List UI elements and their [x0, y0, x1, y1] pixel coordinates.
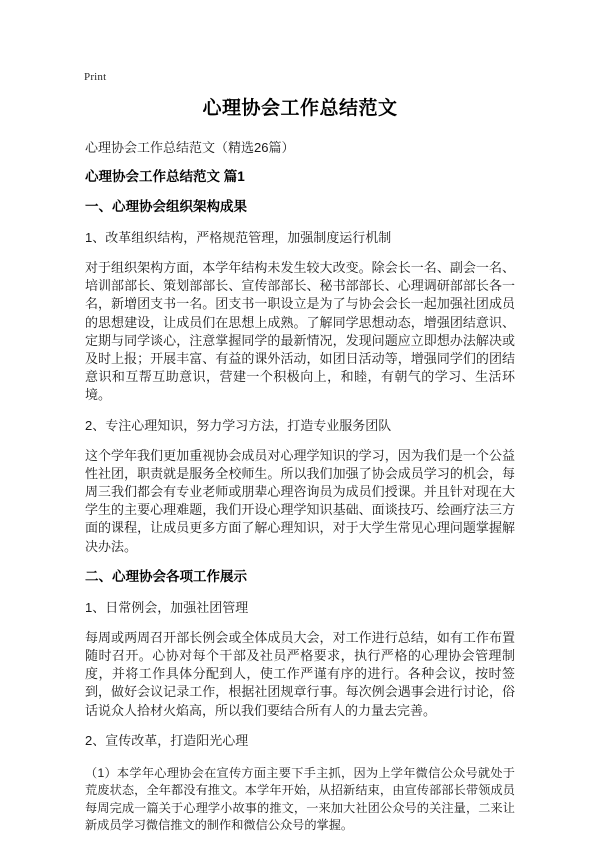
sub-heading-2-2: 2、宣传改革，打造阳光心理: [85, 732, 249, 748]
page-title: 心理协会工作总结范文: [202, 98, 398, 119]
print-label[interactable]: Print: [84, 71, 107, 83]
paragraph-1-1: 对于组织架构方面，本学年结构未发生较大改变。除会长一名、副会一名、培训部部长、策划部部长、宣传部部长、秘书部部长、心理调研部部长各一名，新增团支书一名。团支书一职设立是为了与协会会长一起加强社团成员的思想建设，让成员们在思想上成熟。了解同学思想动态，增强团结意识、定期与同学谈心，注意掌握同学的最新情况，发现问题应立即想办法解决或及时上报；开展丰富、有益的课外活动，如团日活动等，增强同学们的团结意识和互帮互助意识，营建一个积极向上，和睦，有朝气的学习、生活环境。: [85, 260, 515, 403]
paragraph-2-2: （1）本学年心理协会在宣传方面主要下手主抓，因为上学年微信公众号就处于荒废状态，全年都没有推文。本学年开始，从招新结束，由宣传部部长带领成员每周完成一篇关于心理学小故事的推文，一来加大社团公众号的关注量，二来让新成员学习微信推文的制作和微信公众号的掌握。: [85, 765, 515, 833]
section-heading-2: 二、心理协会各项工作展示: [85, 568, 247, 584]
sub-heading-2-1: 1、日常例会，加强社团管理: [85, 599, 249, 615]
piece-heading: 心理协会工作总结范文 篇1: [85, 169, 245, 184]
document-subtitle: 心理协会工作总结范文（精选26篇）: [85, 140, 295, 155]
document-content: [85, 96, 515, 845]
paragraph-2-1: 每周或两周召开部长例会或全体成员大会，对工作进行总结，如有工作布置随时召开。心协对每个干部及社员严格要求，执行严格的心理协会管理制度，并将工作具体分配到人，使工作严谨有序的进行。各种会议，按时签到，做好会议记录工作，根据社团规章行事。每次例会遇事会进行讨论，俗话说众人拾材火焰高，所以我们要结合所有人的力量去完善。: [85, 629, 515, 718]
sub-heading-1-1: 1、改革组织结构，严格规范管理，加强制度运行机制: [85, 230, 392, 245]
paragraph-1-2: 这个学年我们更加重视协会成员对心理学知识的学习，因为我们是一个公益性社团，职责就是服务全校师生。所以我们加强了协会成员学习的机会，每周三我们都会有专业老师或朋辈心理咨询员为成员们授课。并且针对现在大学生的主要心理难题，我们开设心理学知识基础、面谈技巧、绘画疗法三方面的课程，让成员更多方面了解心理知识，对于大学生常见心理问题掌握解决办法。: [85, 447, 515, 554]
section-heading-1: 一、心理协会组织架构成果: [85, 199, 247, 214]
sub-heading-1-2: 2、专注心理知识，努力学习方法，打造专业服务团队: [85, 417, 392, 433]
